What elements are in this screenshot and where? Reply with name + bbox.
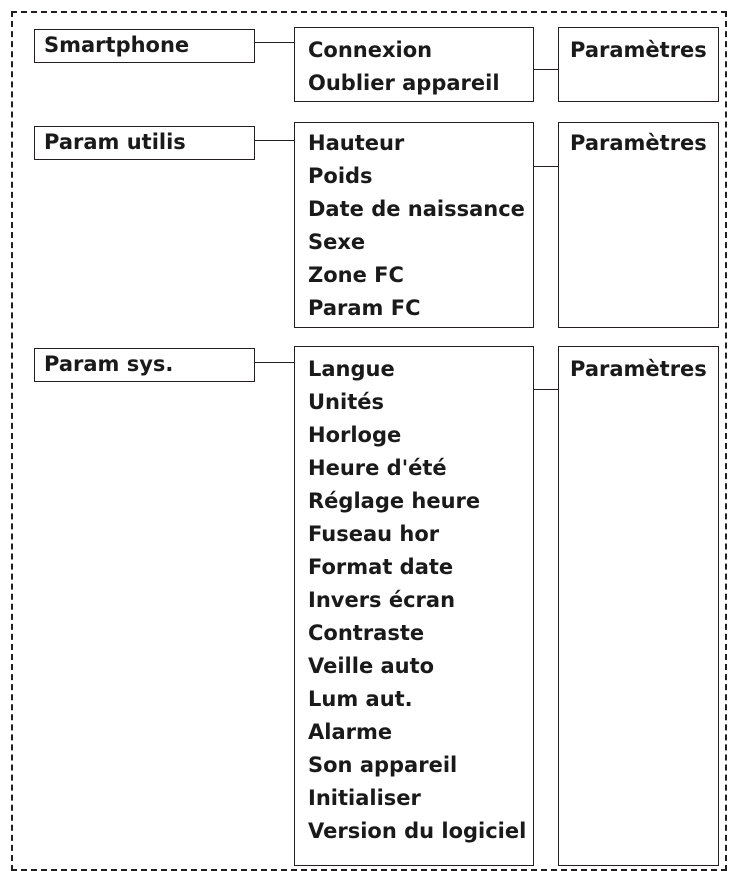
option-item: Alarme [308,720,393,744]
option-item: Lum aut. [308,687,413,711]
params-box-param-sys [558,346,719,866]
option-item: Son appareil [308,753,458,777]
params-label: Paramètres [570,357,707,381]
params-box-smartphone [558,27,719,102]
connector-line [255,362,295,363]
option-item: Horloge [308,423,402,447]
option-item: Version du logiciel [308,819,527,843]
option-item: Unités [308,390,384,414]
option-item: Fuseau hor [308,522,440,546]
category-box-param-sys [34,348,255,382]
category-label: Smartphone [44,33,190,57]
options-box-smartphone [294,27,534,102]
option-item: Zone FC [308,263,404,287]
option-item: Contraste [308,621,425,645]
params-label: Paramètres [570,131,707,155]
option-item: Date de naissance [308,197,525,221]
option-item: Connexion [308,38,433,62]
option-item: Initialiser [308,786,421,810]
options-box-param-sys [294,346,534,866]
option-item: Langue [308,357,395,381]
category-label: Param sys. [44,352,174,376]
option-item: Sexe [308,230,366,254]
category-box-param-utilis [34,126,255,160]
params-label: Paramètres [570,38,707,62]
option-item: Param FC [308,296,421,320]
category-label: Param utilis [44,130,186,154]
connector-line [534,166,558,167]
connector-line [534,389,558,390]
params-box-param-utilis [558,122,719,328]
connector-line [534,69,558,70]
option-item: Heure d'été [308,456,447,480]
options-box-param-utilis [294,122,534,328]
connector-line [255,140,295,141]
option-item: Format date [308,555,454,579]
option-item: Poids [308,164,373,188]
category-box-smartphone [34,29,255,63]
option-item: Veille auto [308,654,435,678]
option-item: Invers écran [308,588,456,612]
option-item: Réglage heure [308,489,481,513]
option-item: Oublier appareil [308,71,500,95]
connector-line [255,42,295,43]
option-item: Hauteur [308,131,405,155]
